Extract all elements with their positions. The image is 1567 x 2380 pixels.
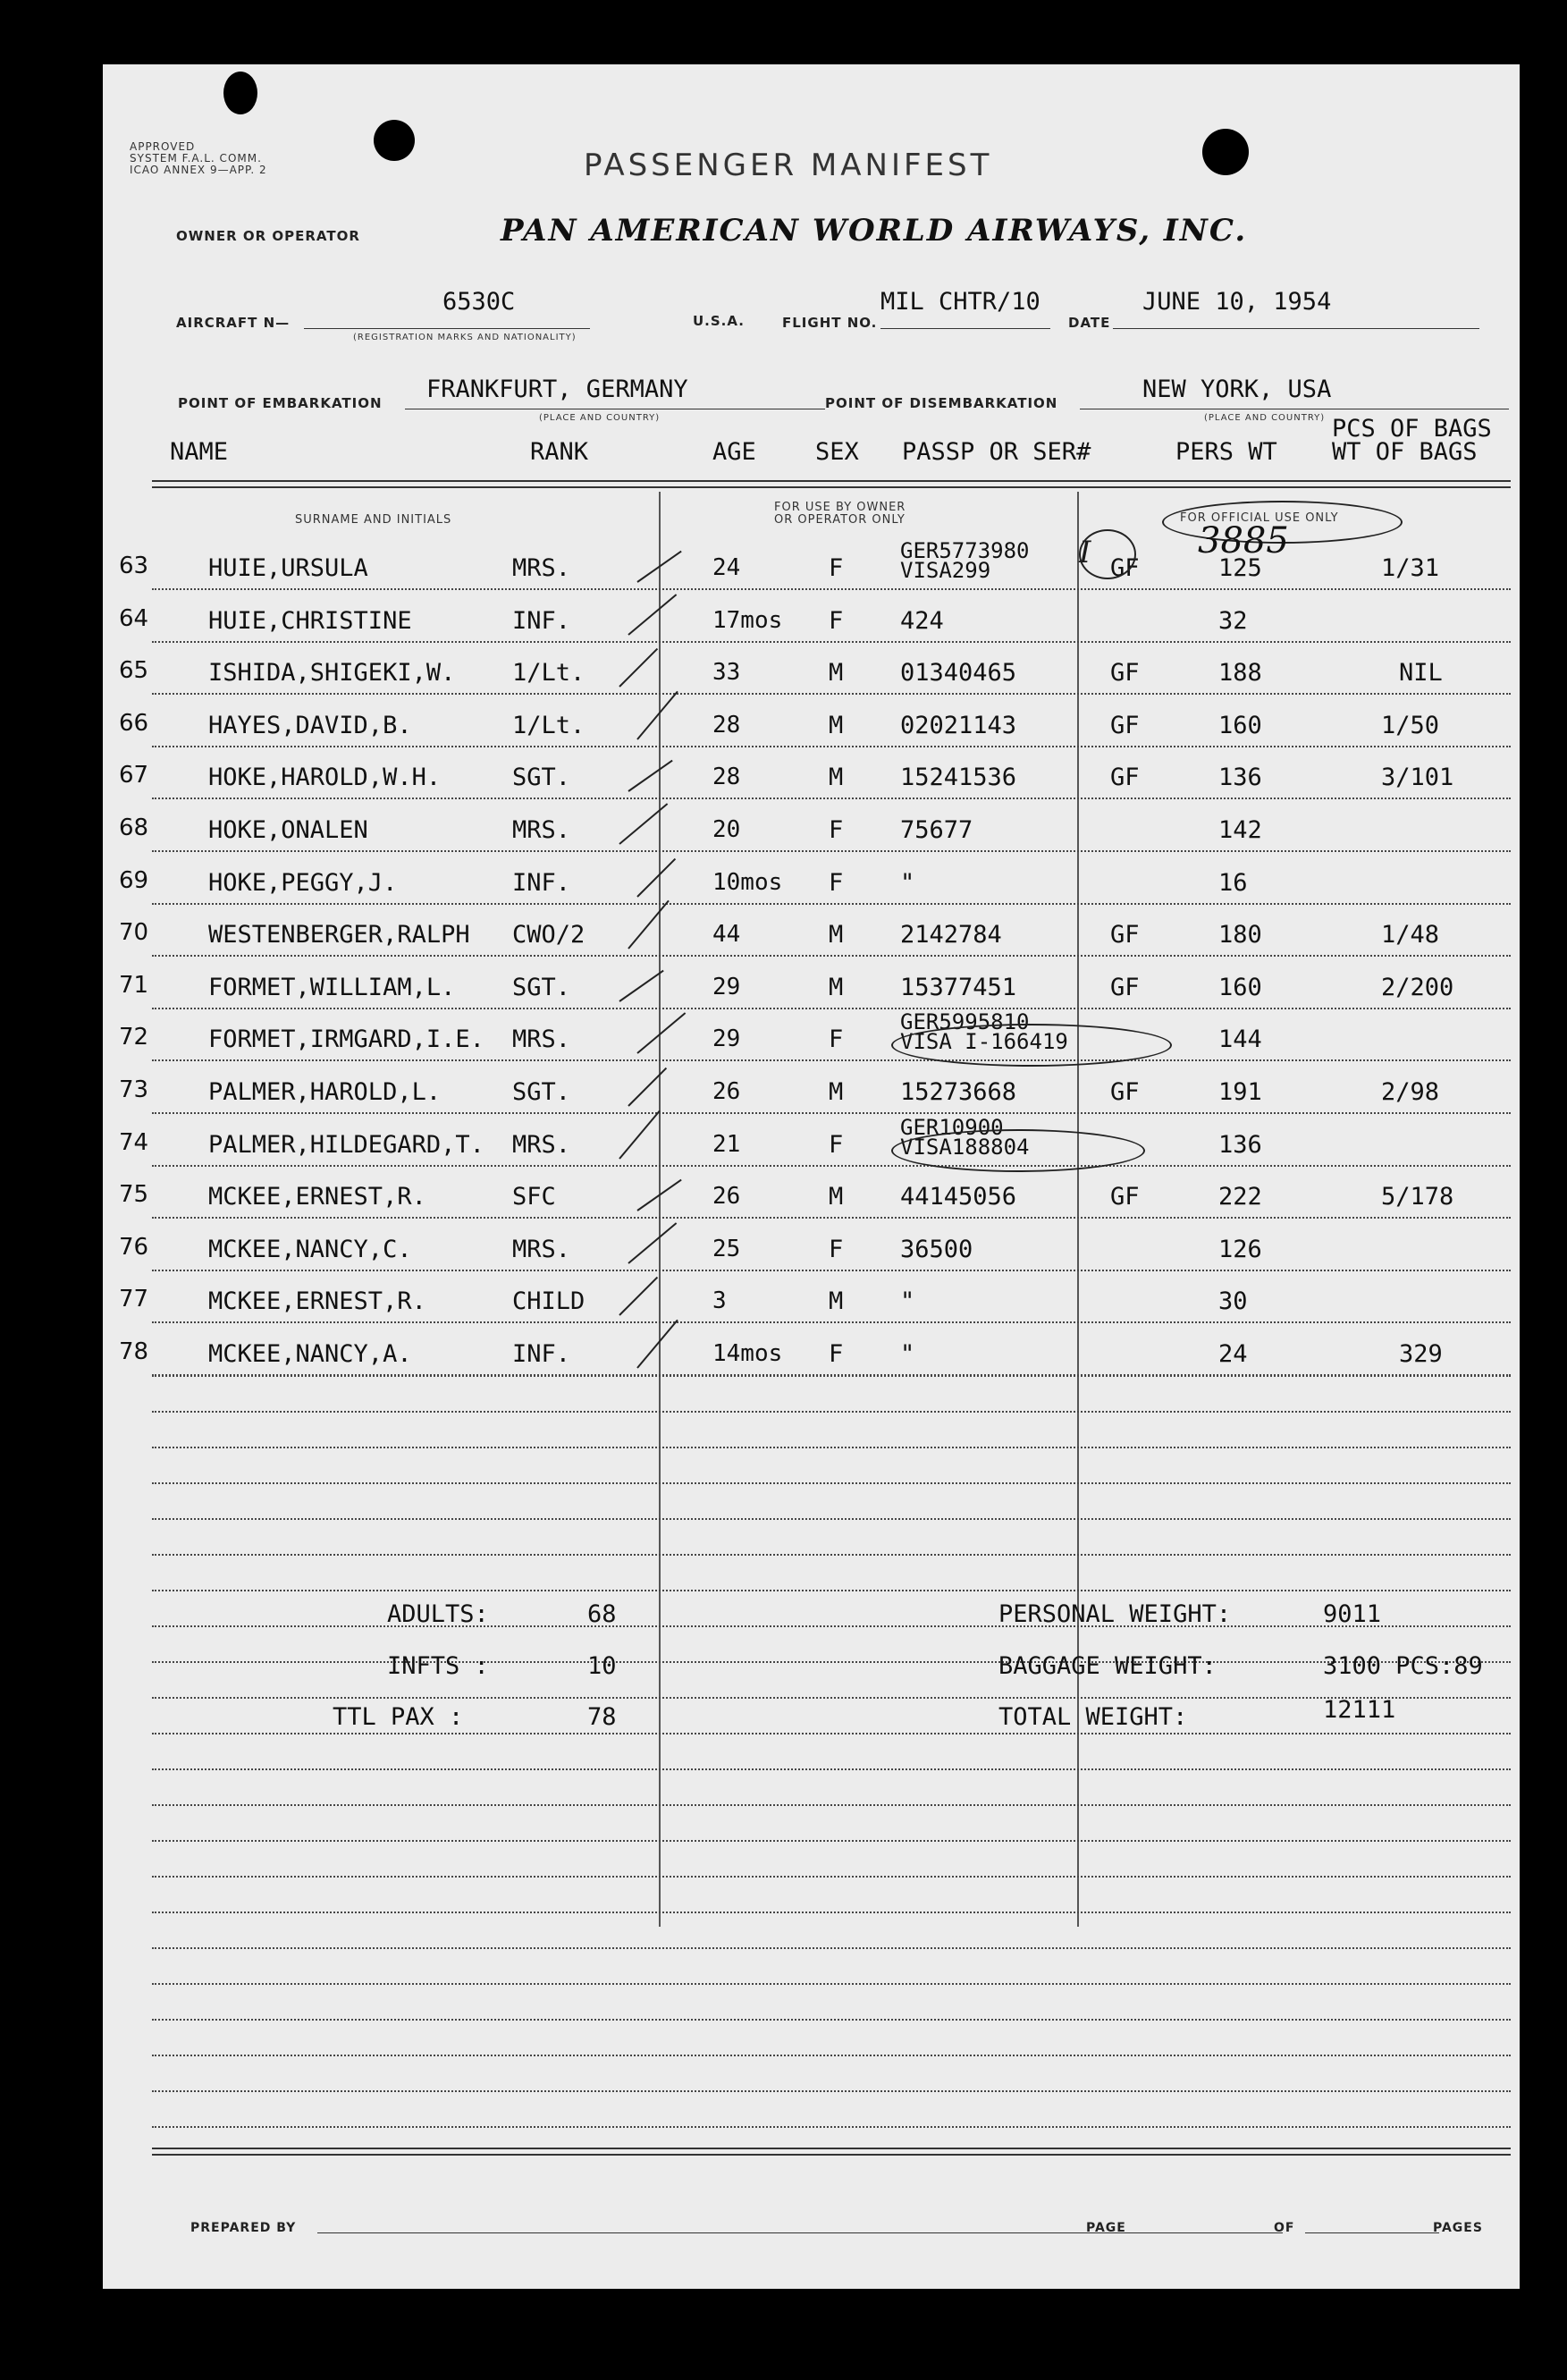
total-weight: 12111: [1323, 1696, 1396, 1724]
passenger-name: HUIE,URSULA: [208, 554, 368, 582]
passenger-age: 28: [712, 764, 741, 791]
passenger-sex: M: [829, 711, 844, 739]
personal-weight-value: 142: [1218, 816, 1262, 844]
personal-weight-value: 144: [1218, 1025, 1262, 1054]
bags-value: 2/98: [1381, 1078, 1440, 1106]
row-rule: [152, 693, 1511, 695]
infants-count: 10: [587, 1652, 617, 1680]
passport-number: 2142784: [900, 921, 1002, 949]
tick-mark: [628, 1222, 677, 1264]
punch-hole-right: [1202, 129, 1249, 175]
row-number: 71: [119, 971, 149, 999]
passenger-sex: F: [829, 816, 844, 844]
col-bags-1: PCS OF BAGS: [1332, 415, 1492, 443]
passport-number: 15241536: [900, 764, 1017, 792]
passport-number: ": [900, 1340, 915, 1368]
row-rule: [152, 588, 1511, 590]
owner-label: OWNER OR OPERATOR: [176, 228, 360, 244]
disembark-caption: (PLACE AND COUNTRY): [1204, 413, 1326, 423]
blank-rule: [152, 1876, 1511, 1878]
passenger-sex: F: [829, 606, 844, 635]
passenger-rank: CHILD: [512, 1287, 586, 1316]
passenger-name: PALMER,HILDEGARD,T.: [208, 1130, 484, 1159]
passenger-sex: M: [829, 1287, 844, 1316]
passenger-sex: F: [829, 554, 844, 582]
passport-number: GER5773980: [900, 538, 1030, 563]
approval-block: [130, 141, 267, 176]
gf-code: GF: [1110, 659, 1140, 688]
visa-oval: [891, 1129, 1145, 1172]
registration-caption: (REGISTRATION MARKS AND NATIONALITY): [353, 333, 577, 342]
date-label: DATE: [1068, 315, 1111, 331]
passenger-rank: INF.: [512, 868, 571, 897]
tick-mark: [619, 648, 658, 688]
company-name: PAN AMERICAN WORLD AIRWAYS, INC.: [501, 213, 1248, 249]
passenger-age: 24: [712, 554, 741, 581]
personal-weight-value: 136: [1218, 1130, 1262, 1159]
passenger-name: FORMET,IRMGARD,I.E.: [208, 1025, 484, 1054]
gf-code: GF: [1110, 1183, 1140, 1211]
passenger-rank: INF.: [512, 606, 571, 635]
passenger-sex: M: [829, 1078, 844, 1106]
row-rule: [152, 1008, 1511, 1009]
row-rule: [152, 1321, 1511, 1323]
baggage-weight: 3100 PCS:89: [1323, 1652, 1483, 1680]
approval-line: SYSTEM F.A.L. COMM.: [130, 152, 262, 165]
row-number: 63: [119, 553, 149, 579]
passenger-rank: MRS.: [512, 1235, 571, 1263]
personal-weight-value: 30: [1218, 1287, 1248, 1316]
personal-weight-value: 32: [1218, 606, 1248, 635]
blank-rule: [152, 1375, 1511, 1377]
row-number: 76: [119, 1233, 149, 1261]
personal-weight-value: 16: [1218, 868, 1248, 897]
usa-label: U.S.A.: [693, 313, 745, 329]
tick-mark: [636, 857, 676, 897]
passenger-rank: CWO/2: [512, 921, 586, 949]
passenger-age: 26: [712, 1183, 741, 1211]
bags-value: 3/101: [1381, 764, 1454, 792]
passenger-rank: SGT.: [512, 973, 571, 1001]
passenger-age: 26: [712, 1078, 741, 1105]
personal-weight-value: 24: [1218, 1340, 1248, 1368]
passport-number: 01340465: [900, 659, 1017, 688]
passenger-rank: MRS.: [512, 554, 571, 582]
bags-value: 1/31: [1381, 554, 1440, 582]
row-number: 78: [119, 1338, 149, 1365]
passenger-sex: M: [829, 921, 844, 949]
header-rule-bottom: [152, 486, 1511, 488]
visa-number: VISA I-166419: [900, 1029, 1068, 1055]
passenger-age: 44: [712, 921, 741, 949]
official-use-caption: FOR OFFICIAL USE ONLY: [1180, 511, 1339, 525]
row-rule: [152, 903, 1511, 905]
tick-mark: [619, 803, 668, 845]
col-bags-2: WT OF BAGS: [1332, 438, 1478, 466]
embark-point: FRANKFURT, GERMANY: [426, 376, 688, 403]
blank-rule: [152, 1625, 1511, 1627]
blank-rule: [152, 2090, 1511, 2092]
blank-rule: [152, 1554, 1511, 1556]
personal-weight-value: 160: [1218, 973, 1262, 1001]
blank-rule: [152, 1518, 1511, 1520]
row-number: 65: [119, 657, 149, 685]
approval-line: APPROVED: [130, 140, 196, 153]
tick-mark: [628, 760, 672, 792]
row-rule: [152, 1217, 1511, 1219]
header-rule-top: [152, 480, 1511, 482]
row-number: 72: [119, 1024, 149, 1051]
passenger-sex: F: [829, 1235, 844, 1263]
row-number: 73: [119, 1076, 149, 1103]
passport-number: ": [900, 1287, 915, 1316]
divider-owner-use: [659, 492, 661, 1927]
row-rule: [152, 1165, 1511, 1167]
tick-mark: [619, 970, 663, 1002]
tick-mark: [619, 1277, 658, 1316]
row-rule: [152, 955, 1511, 957]
personal-weight-value: 180: [1218, 921, 1262, 949]
blank-rule: [152, 2019, 1511, 2021]
blank-rule: [152, 1947, 1511, 1949]
blank-rule: [152, 1411, 1511, 1413]
adults-label: ADULTS:: [387, 1600, 489, 1628]
tick-mark: [636, 691, 678, 740]
flight-date: JUNE 10, 1954: [1142, 288, 1332, 316]
official-note: 3885: [1198, 520, 1289, 561]
personal-weight-value: 222: [1218, 1183, 1262, 1211]
blank-rule: [152, 1590, 1511, 1591]
embark-caption: (PLACE AND COUNTRY): [539, 413, 661, 423]
passport-number: GER5995810: [900, 1009, 1030, 1035]
row-number: 75: [119, 1181, 149, 1209]
punch-hole-left: [223, 72, 257, 114]
prepared-by-label: PREPARED BY: [190, 2221, 297, 2235]
page-title: PASSENGER MANIFEST: [584, 148, 993, 183]
bags-value: 1/50: [1381, 711, 1440, 739]
passport-number: GER10900: [900, 1114, 1004, 1140]
col-rank: RANK: [530, 438, 589, 466]
bags-value: 5/178: [1381, 1183, 1454, 1211]
passenger-name: HAYES,DAVID,B.: [208, 711, 412, 739]
bags-value: NIL: [1399, 659, 1443, 688]
embark-label: POINT OF EMBARKATION: [178, 395, 383, 411]
passenger-sex: M: [829, 764, 844, 792]
passenger-name: HOKE,ONALEN: [208, 816, 368, 844]
blank-rule: [152, 1983, 1511, 1985]
flight-number: MIL CHTR/10: [880, 288, 1040, 316]
tick-mark: [628, 594, 677, 636]
tick-mark: [628, 900, 670, 949]
row-number: 69: [119, 866, 149, 894]
row-rule: [152, 850, 1511, 852]
passenger-name: HOKE,HAROLD,W.H.: [208, 764, 442, 792]
tick-mark: [628, 1068, 667, 1107]
blank-rule: [152, 1768, 1511, 1770]
personal-weight-value: 191: [1218, 1078, 1262, 1106]
passenger-age: 21: [712, 1130, 741, 1158]
tick-mark: [636, 1320, 678, 1369]
passenger-sex: F: [829, 1025, 844, 1054]
blank-rule: [152, 1733, 1511, 1734]
visa-mark: I: [1079, 535, 1091, 570]
page-label: PAGE: [1086, 2221, 1126, 2235]
bags-value: 1/48: [1381, 921, 1440, 949]
prepared-by-line: [317, 2232, 1193, 2233]
row-number: 74: [119, 1128, 149, 1156]
passenger-rank: SGT.: [512, 764, 571, 792]
passenger-sex: M: [829, 1183, 844, 1211]
gf-code: GF: [1110, 764, 1140, 792]
visa-oval: [1079, 529, 1136, 579]
passenger-rank: 1/Lt.: [512, 711, 586, 739]
passenger-age: 20: [712, 816, 741, 843]
of-line: [1305, 2232, 1439, 2233]
tick-mark: [619, 1110, 661, 1159]
row-number: 77: [119, 1286, 149, 1313]
passenger-name: HUIE,CHRISTINE: [208, 606, 412, 635]
passenger-sex: M: [829, 659, 844, 688]
passenger-rank: SFC: [512, 1183, 556, 1211]
infants-label: INFTS :: [387, 1652, 489, 1680]
passenger-name: MCKEE,NANCY,A.: [208, 1340, 412, 1368]
total-pax-label: TTL PAX :: [333, 1703, 464, 1731]
passport-number: 15377451: [900, 973, 1017, 1001]
passport-number: 15273668: [900, 1078, 1017, 1106]
footer-rule: [152, 2154, 1511, 2156]
passport-number: 36500: [900, 1235, 973, 1263]
visa-number: VISA299: [900, 558, 991, 583]
col-passport: PASSP OR SER#: [902, 438, 1091, 466]
passenger-name: ISHIDA,SHIGEKI,W.: [208, 659, 456, 688]
row-rule: [152, 746, 1511, 747]
adults-count: 68: [587, 1600, 617, 1628]
passenger-age: 33: [712, 659, 741, 687]
passenger-name: FORMET,WILLIAM,L.: [208, 973, 456, 1001]
passenger-sex: F: [829, 868, 844, 897]
blank-rule: [152, 2055, 1511, 2056]
row-rule: [152, 1059, 1511, 1061]
visa-number: VISA188804: [900, 1134, 1030, 1160]
personal-weight-value: 125: [1218, 554, 1262, 582]
gf-code: GF: [1110, 973, 1140, 1001]
passenger-age: 3: [712, 1287, 727, 1315]
gf-code: GF: [1110, 921, 1140, 949]
bags-value: 329: [1399, 1340, 1443, 1368]
punch-hole-center: [374, 120, 415, 161]
passenger-name: MCKEE,ERNEST,R.: [208, 1183, 426, 1211]
passenger-age: 25: [712, 1235, 741, 1262]
baggage-weight-label: BAGGAGE WEIGHT:: [998, 1652, 1217, 1680]
personal-weight-value: 126: [1218, 1235, 1262, 1263]
row-rule: [152, 641, 1511, 643]
date-underline: [1113, 328, 1479, 329]
passport-number: ": [900, 868, 915, 897]
passenger-age: 10mos: [712, 868, 783, 896]
row-number: 68: [119, 814, 149, 841]
row-number: 67: [119, 762, 149, 789]
row-number: 70: [119, 919, 149, 947]
passenger-age: 29: [712, 973, 741, 1000]
row-rule: [152, 798, 1511, 799]
passport-number: 424: [900, 606, 944, 635]
passenger-age: 14mos: [712, 1340, 783, 1367]
passenger-age: 17mos: [712, 606, 783, 634]
flight-label: FLIGHT NO.: [782, 315, 878, 331]
personal-weight-value: 136: [1218, 764, 1262, 792]
row-rule: [152, 1112, 1511, 1114]
passport-number: 75677: [900, 816, 973, 844]
passport-number: 02021143: [900, 711, 1017, 739]
personal-weight-value: 188: [1218, 659, 1262, 688]
passenger-name: PALMER,HAROLD,L.: [208, 1078, 442, 1106]
surname-caption: SURNAME AND INITIALS: [295, 513, 452, 527]
approval-line: ICAO ANNEX 9—APP. 2: [130, 164, 267, 176]
disembark-point: NEW YORK, USA: [1142, 376, 1332, 403]
total-weight-label: TOTAL WEIGHT:: [998, 1703, 1188, 1731]
passenger-name: WESTENBERGER,RALPH: [208, 921, 470, 949]
blank-rule: [152, 1482, 1511, 1484]
gf-code: GF: [1110, 554, 1140, 582]
passenger-rank: 1/Lt.: [512, 659, 586, 688]
row-rule: [152, 1270, 1511, 1271]
gf-code: GF: [1110, 711, 1140, 739]
blank-rule: [152, 1912, 1511, 1913]
passenger-rank: MRS.: [512, 1025, 571, 1054]
blank-rule: [152, 1661, 1511, 1663]
personal-weight-value: 160: [1218, 711, 1262, 739]
manifest-sheet: [103, 64, 1520, 2289]
passenger-rank: SGT.: [512, 1078, 571, 1106]
blank-rule: [152, 1804, 1511, 1806]
gf-code: GF: [1110, 1078, 1140, 1106]
aircraft-number: 6530C: [442, 288, 516, 316]
passenger-sex: F: [829, 1340, 844, 1368]
flight-underline: [880, 328, 1050, 329]
passport-number: 44145056: [900, 1183, 1017, 1211]
footer-rule: [152, 2148, 1511, 2149]
total-pax-count: 78: [587, 1703, 617, 1731]
bags-value: 2/200: [1381, 973, 1454, 1001]
row-number: 66: [119, 709, 149, 737]
aircraft-label: AIRCRAFT N—: [176, 315, 291, 331]
disembark-label: POINT OF DISEMBARKATION: [825, 395, 1058, 411]
page-line: [1140, 2232, 1283, 2233]
personal-weight: 9011: [1323, 1600, 1382, 1628]
passenger-sex: F: [829, 1130, 844, 1159]
col-pers-wt: PERS WT: [1175, 438, 1277, 466]
col-age: AGE: [712, 438, 756, 466]
passenger-name: MCKEE,ERNEST,R.: [208, 1287, 426, 1316]
passenger-age: 28: [712, 711, 741, 738]
col-sex: SEX: [815, 438, 859, 466]
of-label: OF: [1274, 2221, 1295, 2235]
passenger-name: MCKEE,NANCY,C.: [208, 1235, 412, 1263]
owner-use-caption-2: OR OPERATOR ONLY: [774, 513, 906, 527]
passenger-sex: M: [829, 973, 844, 1001]
pages-label: PAGES: [1433, 2221, 1483, 2235]
aircraft-underline: [304, 328, 590, 329]
passenger-rank: INF.: [512, 1340, 571, 1368]
blank-rule: [152, 1840, 1511, 1842]
passenger-name: HOKE,PEGGY,J.: [208, 868, 398, 897]
blank-rule: [152, 1447, 1511, 1448]
blank-rule: [152, 1697, 1511, 1699]
col-name: NAME: [170, 438, 229, 466]
row-number: 64: [119, 604, 149, 632]
blank-rule: [152, 2126, 1511, 2128]
passenger-rank: MRS.: [512, 1130, 571, 1159]
passenger-age: 29: [712, 1025, 741, 1053]
tick-mark: [636, 1013, 686, 1055]
owner-use-caption-1: FOR USE BY OWNER: [774, 501, 906, 514]
passenger-rank: MRS.: [512, 816, 571, 844]
personal-weight-label: PERSONAL WEIGHT:: [998, 1600, 1232, 1628]
